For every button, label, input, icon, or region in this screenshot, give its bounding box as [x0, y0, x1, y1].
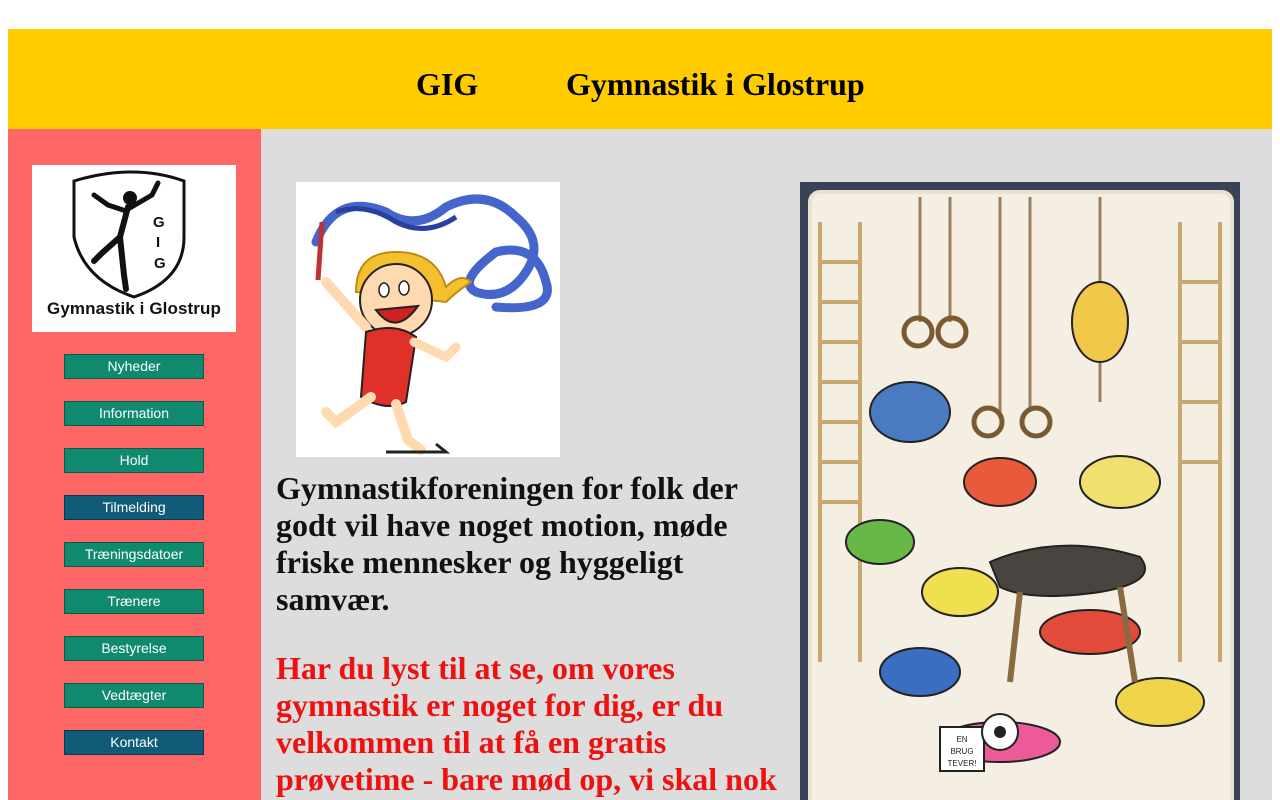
nav-traeningsdatoer-button[interactable]: Træningsdatoer: [64, 542, 204, 567]
ribbon-gymnast-image: [296, 182, 560, 457]
sidebar: [8, 129, 261, 800]
nav-information-button[interactable]: Information: [64, 401, 204, 426]
site-header: [8, 29, 1272, 129]
logo-caption: Gymnastik i Glostrup: [47, 299, 221, 318]
logo-letter-1: G: [153, 214, 165, 231]
club-logo[interactable]: [32, 165, 236, 332]
gym-sign-line-1: EN: [956, 735, 968, 744]
nav-nyheder-button[interactable]: Nyheder: [64, 354, 204, 379]
invite-text: Har du lyst til at se, om vores gymnastik er noget for dig, er du velkommen til at få en gratis prøvetime - bare mød op, vi skal nok: [276, 650, 777, 797]
nav-traenere-button[interactable]: Trænere: [64, 589, 204, 614]
ribbon-gymnast-icon: [296, 182, 560, 457]
nav-kontakt-button[interactable]: Kontakt: [64, 730, 204, 755]
logo-letter-2: I: [156, 234, 161, 251]
main-content: [261, 129, 1272, 800]
gym-hall-cartoon-icon: [800, 182, 1240, 800]
logo-letter-3: G: [154, 255, 166, 272]
nav-hold-button[interactable]: Hold: [64, 448, 204, 473]
nav-bestyrelse-button[interactable]: Bestyrelse: [64, 636, 204, 661]
gym-sign-line-3: TEVER!: [947, 759, 977, 768]
nav-vedtaegter-button[interactable]: Vedtægter: [64, 683, 204, 708]
gym-cartoon-image: [800, 182, 1240, 800]
site-title: Gymnastik i Glostrup: [566, 66, 865, 102]
site-abbreviation: GIG: [416, 66, 479, 102]
gym-sign-line-2: BRUG: [950, 747, 974, 756]
intro-text: Gymnastikforeningen for folk der godt vil have noget motion, møde friske mennesker og hyggeligt samvær.: [276, 470, 738, 617]
nav-tilmelding-button[interactable]: Tilmelding: [64, 495, 204, 520]
